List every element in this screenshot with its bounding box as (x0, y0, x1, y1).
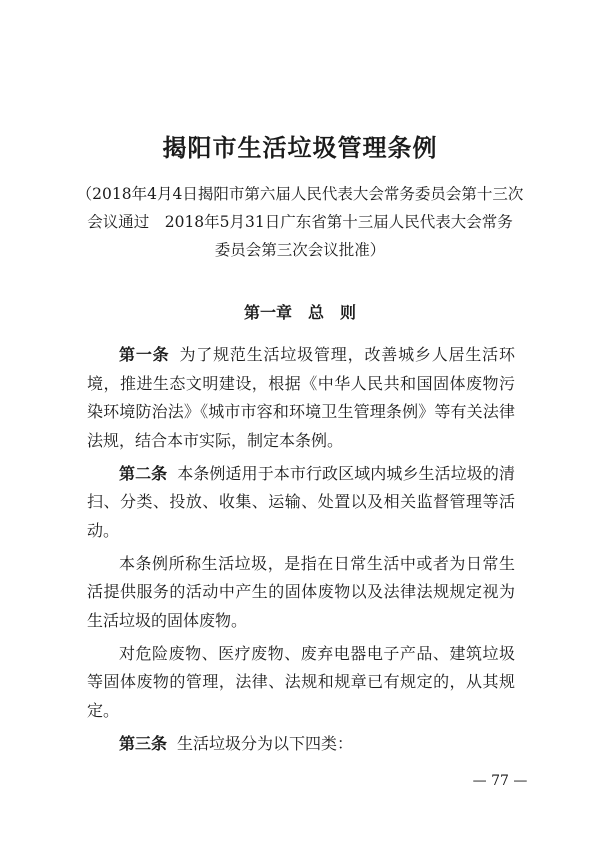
article-label: 第二条 (119, 463, 168, 483)
paragraph-text: 本条例所称生活垃圾，是指在日常生活中或者为日常生活提供服务的活动中产生的固体废物以及法律法规规定视为生活垃圾的固体废物。 (87, 553, 515, 630)
paragraph-article-1 (87, 341, 515, 455)
paragraph-text: 本条例适用于本市行政区域内城乡生活垃圾的清扫、分类、投放、收集、运输、处置以及相关监督管理等活动。 (87, 463, 515, 540)
paragraph-article-2 (87, 460, 515, 546)
paragraph-definition (87, 550, 515, 636)
article-label: 第三条 (119, 733, 168, 753)
paragraph-article-3 (87, 730, 515, 759)
page-number: — 77 — (472, 773, 528, 789)
chapter-heading: 第一章 总 则 (243, 303, 356, 322)
document-title: 揭阳市生活垃圾管理条例 (162, 134, 438, 162)
paragraph-text: 生活垃圾分为以下四类： (177, 733, 354, 753)
paragraph-text: 为了规范生活垃圾管理，改善城乡人居生活环境，推进生态文明建设，根据《中华人民共和国固体废物污染环境防治法》《城市市容和环境卫生管理条例》等有关法律法规，结合本市实际，制定本条例。 (87, 345, 515, 450)
document-body (87, 341, 515, 763)
paragraph-text: 对危险废物、医疗废物、废弃电器电子产品、建筑垃圾等固体废物的管理，法律、法规和规章已有规定的，从其规定。 (87, 643, 515, 720)
article-label: 第一条 (119, 345, 170, 364)
paragraph-exclusion (87, 640, 515, 726)
document-subtitle: （2018年4月4日揭阳市第六届人民代表大会常务委员会第十三次 会议通过 2018年5月31日广东省第十三届人民代表大会常务 委员会第三次会议批准） (76, 185, 524, 259)
